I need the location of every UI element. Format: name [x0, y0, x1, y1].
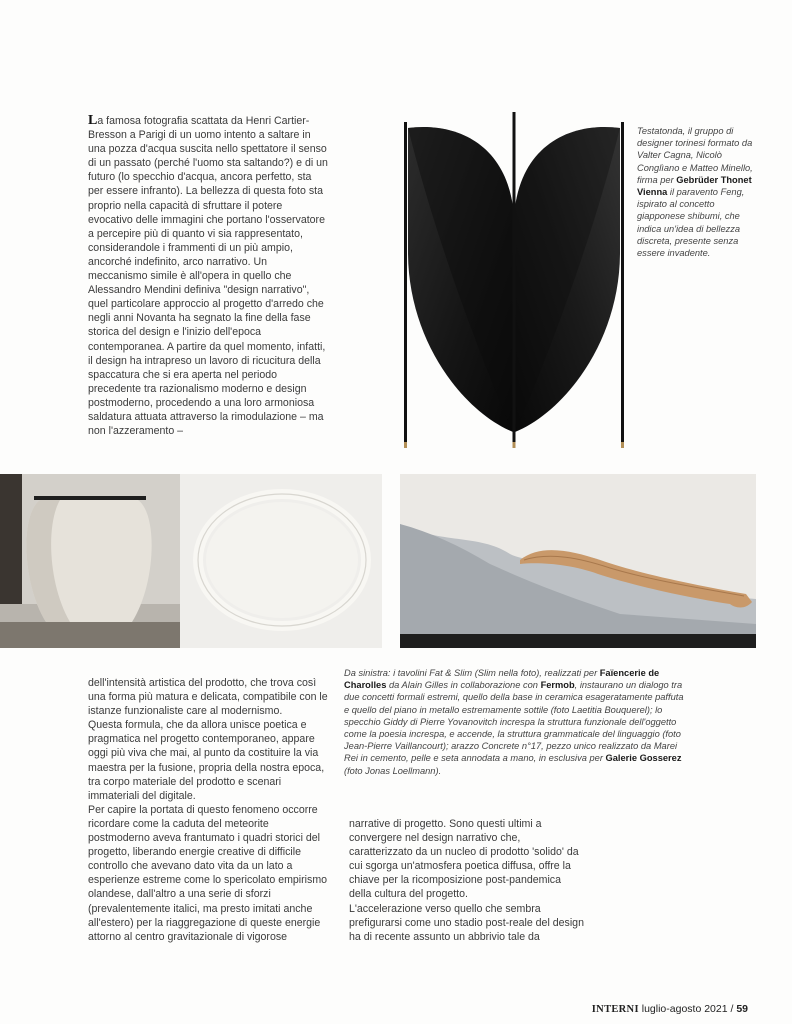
- tapestry-illustration: [400, 474, 756, 648]
- table-illustration: [0, 474, 180, 648]
- article-column-3: [349, 817, 585, 944]
- photo-feng-screen: [394, 112, 634, 452]
- brand-faiencerie-de-charolles: Faïencerie de Charolles: [344, 668, 660, 691]
- page-number: 59: [736, 1003, 748, 1015]
- brand-fermob: Fermob: [540, 680, 575, 691]
- mirror-illustration: [180, 474, 382, 648]
- drop-cap: L: [88, 113, 98, 128]
- brand-gebruder-thonet-vienna: Gebrüder Thonet Vienna: [637, 174, 752, 198]
- article-paragraph: Per capire la portata di questo fenomeno occorre ricordare come la caduta del meteorite postmoderno aveva frantumato i quadri storici del progetto, liberando energie creative di difficile controllo che avevano dato vita da un lato a esperienze estreme come lo spericolato empirismo olandese, dall'altro a una serie di sforzi (prevalentemente italici, ma presto imitati anche all'estero) per la riaggregazione di queste energie attorno al centro gravitazionale di vigorose: [88, 803, 328, 943]
- article-paragraph: dell'intensità artistica del prodotto, che trova così una forma più matura e delicata, compatibile con le istanze funzionaliste care al modernismo.: [88, 677, 328, 718]
- magazine-name: INTERNI: [591, 1004, 639, 1015]
- article-column-1: [88, 114, 328, 438]
- article-paragraph: L'accelerazione verso quello che sembra prefigurarsi come uno stadio post-reale del design ha di recente assunto un abbrivio tale da: [349, 902, 584, 943]
- photo-giddy-mirror: [180, 474, 382, 648]
- feng-screen-illustration: [394, 112, 634, 452]
- issue-date: luglio-agosto 2021 /: [638, 1003, 737, 1015]
- brand-galerie-gosserez: Galerie Gosserez: [605, 753, 682, 764]
- article-column-2: [88, 676, 328, 944]
- caption-bottom-photos: Da sinistra: i tavolini Fat & Slim (Slim nella foto), realizzati per Faïencerie de Charolles da Alain Gilles in collaborazione con Fermob, instaurano un dialogo tra due concetti formali estremi, quello della base in ceramica esageratamente paffuta e quello del piano in metallo estremamente sottile (foto Laetitia Bouquerel); lo specchio Giddy di Pierre Yovanovitch increspa la struttura funzionale dell'oggetto come la poesia increspa, e accende, la struttura grammaticale del linguaggio (foto Jean-Pierre Vaillancourt); arazzo Concrete n°17, pezzo unico realizzato da Marei Rei in cemento, pelle e seta annodata a mano, in esclusiva per Galerie Gosserez (foto Jonas Loellmann).: [344, 668, 684, 776]
- article-paragraph: La famosa fotografia scattata da Henri Cartier-Bresson a Parigi di un uomo intento a saltare in una pozza d'acqua suscita nello spettatore il senso di un passato (perché l'uomo sta saltando?) e di un futuro (lo specchio d'acqua, ancora perfetto, sta per essere infranto). La bellezza di questa foto sta proprio nella capacità di sfruttare il potere evocativo delle immagini che portano l'osservatore a percepire più di quanto vi sia rappresentato, considerandole i frammenti di un più ampio, ancorché indefinito, arco narrativo. Un meccanismo simile è all'opera in quello che Alessandro Mendini definiva "design narrativo", quel particolare approccio al progetto d'arredo che negli anni Novanta ha segnato la fine della fase storica del design e l'inizio dell'epoca contemporanea. A partire da quel momento, infatti, il design ha intrapreso un lavoro di ricucitura della spaccatura che si era aperta nel periodo precedente tra razionalismo moderno e design postmoderno, procedendo a una loro armoniosa saldatura attuata attraverso la rimodulazione – ma non l'azzeramento –: [88, 113, 328, 438]
- article-paragraph: Questa formula, che da allora unisce poetica e pragmatica nel progetto contemporaneo, appare oggi più viva che mai, al punto da costituire la via maestra per la fusione, propria della nostra epoca, tra corpo materiale del prodotto e scenari immateriali del digitale.: [88, 719, 325, 802]
- photo-fat-slim-table: [0, 474, 180, 648]
- caption-feng: Testatonda, il gruppo di designer torinesi formato da Valter Cagna, Nicolò Conglìano e Matteo Minello, firma per Gebrüder Thonet Vienna il paravento Feng, ispirato al concetto giapponese shibumi, che indica un'idea di bellezza discreta, presente senza essere invadente.: [637, 126, 753, 259]
- photo-concrete-tapestry: [400, 474, 756, 648]
- page-footer: [592, 1003, 748, 1015]
- page-bleed-through: [330, 6, 770, 20]
- article-paragraph: narrative di progetto. Sono questi ultimi a convergere nel design narrativo che, caratterizzato da un nucleo di prodotto 'solido' da cui sgorga un'atmosfera poetica diffusa, offre la chiave per la ricomposizione post-pandemica della cultura del progetto.: [349, 818, 579, 901]
